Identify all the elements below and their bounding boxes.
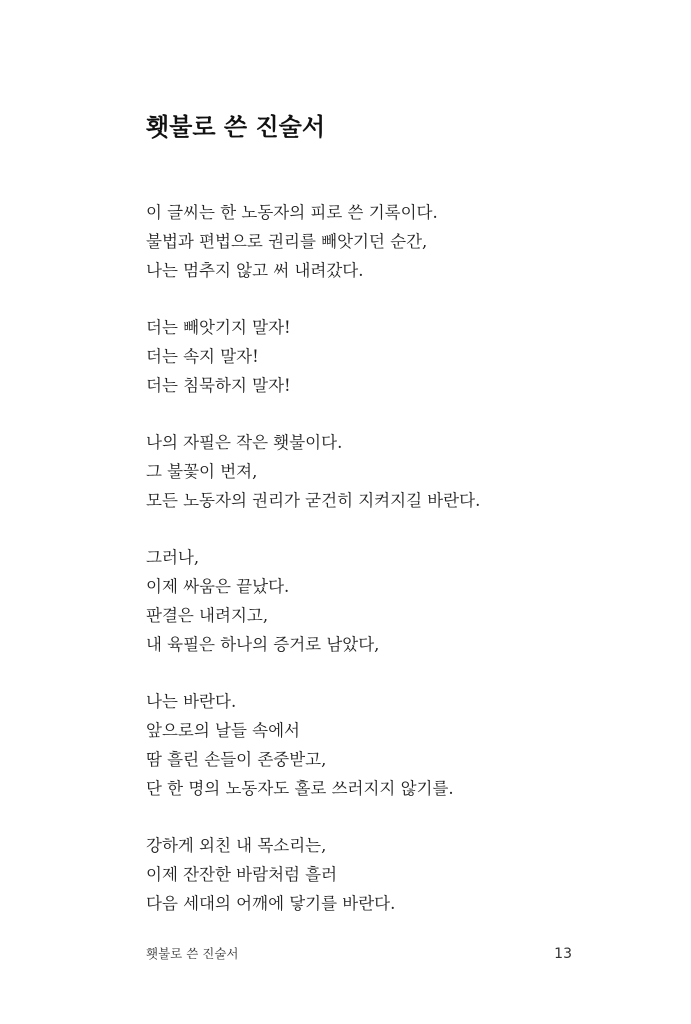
poem-line: 앞으로의 날들 속에서 — [146, 721, 300, 740]
stanza-1 — [146, 198, 616, 285]
poem-line: 그 불꽃이 번져, — [146, 462, 258, 481]
poem-line: 땀 흘린 손들이 존중받고, — [146, 750, 327, 769]
stanza-5 — [146, 687, 616, 803]
poem-line: 단 한 명의 노동자도 홀로 쓰러지지 않기를. — [146, 779, 454, 798]
poem-line: 강하게 외친 내 목소리는, — [146, 836, 327, 855]
running-footer-title: 횃불로 쓴 진술서 — [146, 946, 239, 961]
poem-line: 더는 침묵하지 말자! — [146, 376, 291, 395]
poem-line: 이 글씨는 한 노동자의 피로 쓴 기록이다. — [146, 203, 438, 222]
stanza-6 — [146, 831, 616, 918]
stanza-3 — [146, 428, 616, 515]
poem-line: 이제 싸움은 끝났다. — [146, 577, 290, 596]
poem-line: 내 육필은 하나의 증거로 남았다, — [146, 635, 380, 654]
poem-title: 횃불로 쓴 진술서 — [146, 113, 325, 141]
poem-line: 다음 세대의 어깨에 닿기를 바란다. — [146, 894, 396, 913]
page-number: 13 — [554, 946, 572, 962]
poem-line: 그러나, — [146, 548, 200, 567]
poem-line: 판결은 내려지고, — [146, 606, 269, 625]
poem-line: 나의 자필은 작은 횃불이다. — [146, 433, 343, 452]
poem-line: 이제 잔잔한 바람처럼 흘러 — [146, 865, 338, 884]
poem-line: 더는 속지 말자! — [146, 347, 259, 366]
poem-body — [146, 198, 616, 946]
poem-line: 모든 노동자의 권리가 굳건히 지켜지길 바란다. — [146, 491, 481, 510]
poem-line: 나는 바란다. — [146, 692, 237, 711]
poem-line: 불법과 편법으로 권리를 빼앗기던 순간, — [146, 232, 428, 251]
poem-line: 나는 멈추지 않고 써 내려갔다. — [146, 261, 364, 280]
stanza-2 — [146, 313, 616, 400]
poem-line: 더는 빼앗기지 말자! — [146, 318, 291, 337]
stanza-4 — [146, 543, 616, 659]
